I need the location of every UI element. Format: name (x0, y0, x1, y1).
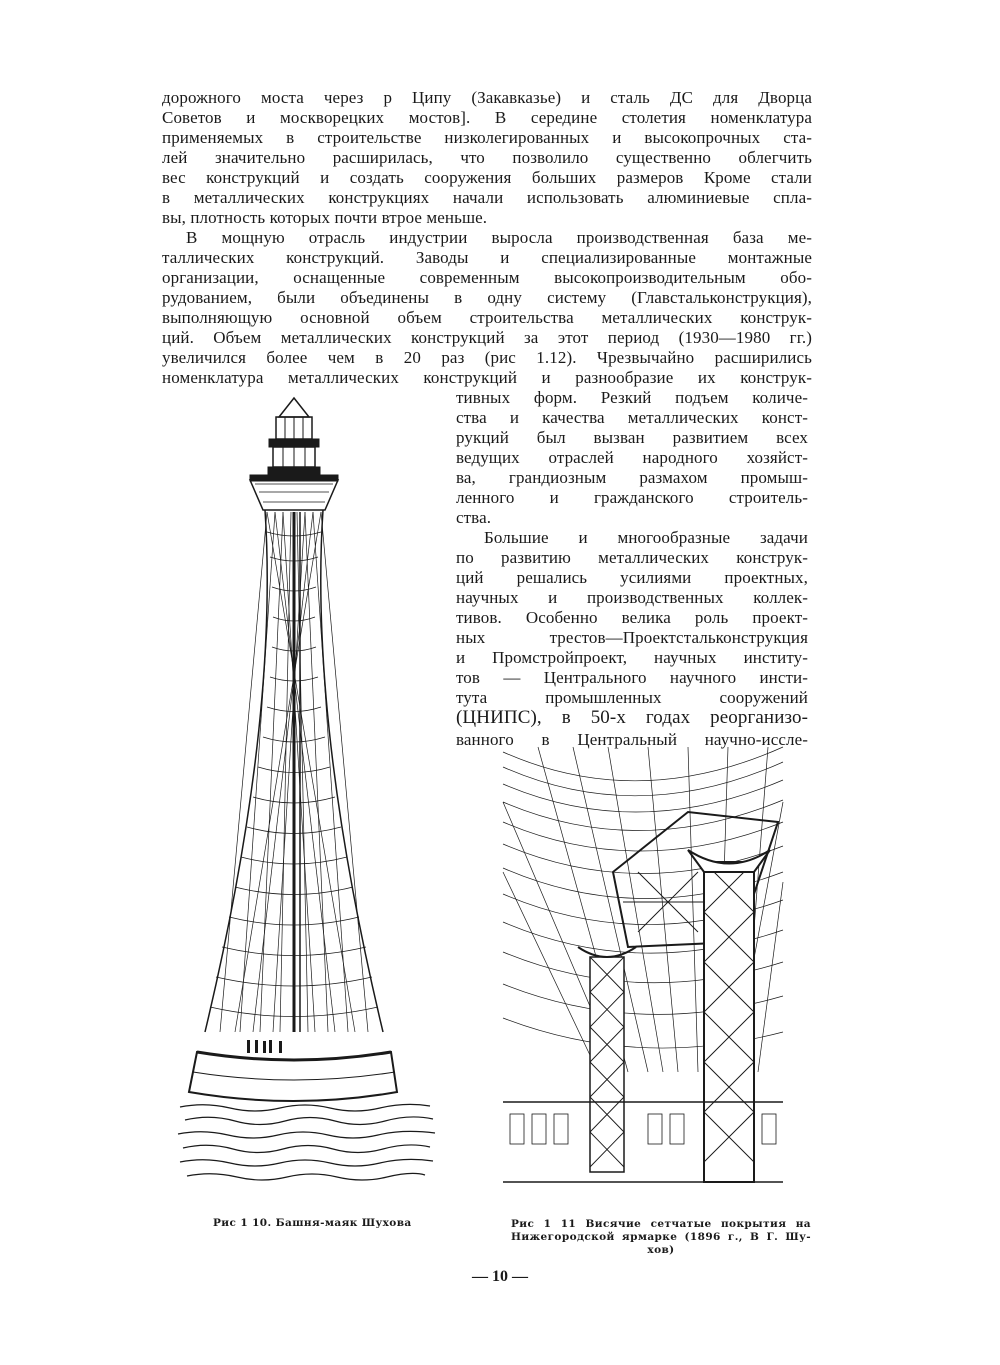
text-line: вес конструкций и создать сооружения больших размеров Кроме стали (162, 168, 812, 187)
text-line: ва, грандиозным размахом промыш- (456, 468, 808, 487)
text-line: ства. (456, 508, 492, 527)
text-line: В мощную отрасль индустрии выросла производственная база ме- (186, 228, 812, 247)
text-line: и Промстройпроект, научных институ- (456, 648, 808, 667)
figure-caption-right-line: Рис 1 11 Висячие сетчатые покрытия на (511, 1218, 811, 1230)
text-line: ванного в Центральный научно-иссле- (456, 730, 808, 749)
text-line: ций решались усилиями проектных, (456, 568, 808, 587)
text-line: ства и качества металлических конст- (456, 408, 808, 427)
figure-caption-right-line: хов) (647, 1244, 675, 1256)
text-line: тов — Центрального научного инсти- (456, 668, 808, 687)
text-line: ленного и гражданского строитель- (456, 488, 808, 507)
page-number: — 10 — (472, 1268, 528, 1285)
text-line: организации, оснащенные современным высокопроизводительным обо- (162, 268, 812, 287)
text-line: (ЦНИПС), в 50-х годах реорганизо- (456, 707, 808, 728)
figure-hanging-mesh-roof (498, 742, 788, 1192)
figure-lighthouse-tower (175, 392, 445, 1192)
figure-caption-left: Рис 1 10. Башня-маяк Шухова (213, 1217, 412, 1229)
text-line: по развитию металлических конструк- (456, 548, 808, 567)
text-line: рудованием, были объединены в одну систему (Главстальконструкция), (162, 288, 812, 307)
text-line: таллических конструкций. Заводы и специализированные монтажные (162, 248, 812, 267)
text-line: ведущих отраслей народного хозяйст- (456, 448, 808, 467)
text-line: тивов. Особенно велика роль проект- (456, 608, 808, 627)
text-line: Большие и многообразные задачи (484, 528, 808, 547)
figure-caption-right-line: Нижегородской ярмарке (1896 г., В Г. Шу- (511, 1231, 811, 1243)
text-line: тивных форм. Резкий подъем количе- (456, 388, 808, 407)
text-line: выполняющую основной объем строительства металлических конструк- (162, 308, 812, 327)
text-line: вы, плотность которых почти втрое меньше. (162, 208, 488, 227)
text-line: в металлических конструкциях начали использовать алюминиевые спла- (162, 188, 812, 207)
text-line: научных и производственных коллек- (456, 588, 808, 607)
text-line: ных трестов—Проектстальконструкция (456, 628, 808, 647)
text-line: рукций был вызван развитием всех (456, 428, 808, 447)
text-line: увеличился более чем в 20 раз (рис 1.12). Чрезвычайно расширились (162, 348, 812, 367)
text-line: дорожного моста через р Ципу (Закавказье) и сталь ДС для Дворца (162, 88, 812, 107)
text-line: Советов и москворецких мостов]. В середине столетия номенклатура (162, 108, 812, 127)
text-line: ций. Объем металлических конструкций за этот период (1930—1980 гг.) (162, 328, 812, 347)
text-line: тута промышленных сооружений (456, 688, 808, 707)
text-line: лей значительно расширилась, что позволило существенно облегчить (162, 148, 812, 167)
text-line: применяемых в строительстве низколегированных и высокопрочных ста- (162, 128, 812, 147)
text-line: номенклатура металлических конструкций и разнообразие их конструк- (162, 368, 812, 387)
